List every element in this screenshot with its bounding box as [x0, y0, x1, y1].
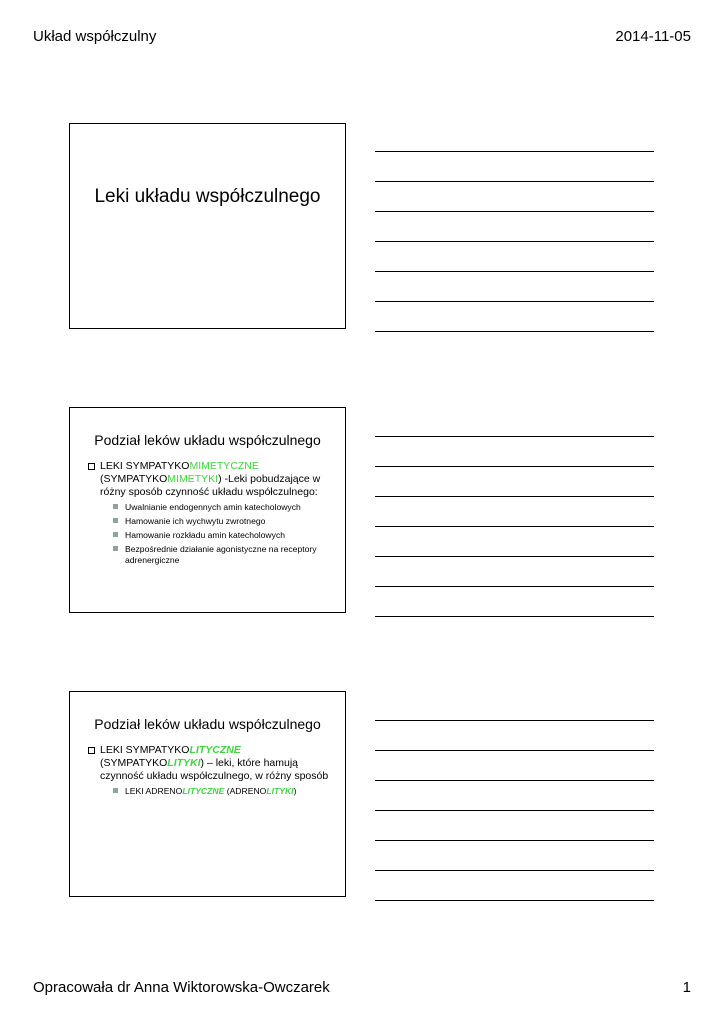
sub-bullet-text: LEKI ADRENO: [125, 786, 183, 796]
note-line: [375, 586, 654, 587]
page-number: 1: [682, 979, 691, 996]
note-line: [375, 331, 654, 332]
sub-bullet-item: Hamowanie rozkładu amin katecholowych: [112, 530, 329, 541]
slide-2: [69, 407, 346, 613]
bullet-highlight: LITYCZNE: [189, 744, 241, 756]
bullet-highlight: LITYKI: [167, 757, 201, 769]
note-line: [375, 211, 654, 212]
sub-bullet-item: Bezpośrednie działanie agonistyczne na receptory adrenergiczne: [112, 544, 329, 566]
bullet-item: [88, 460, 329, 566]
note-line: [375, 780, 654, 781]
sub-bullet-item: [112, 786, 329, 797]
note-line: [375, 556, 654, 557]
sub-bullet-text: (ADRENO: [224, 786, 267, 796]
header-date: 2014-11-05: [615, 28, 691, 45]
note-line: [375, 616, 654, 617]
footer-author: Opracowała dr Anna Wiktorowska-Owczarek: [33, 979, 330, 996]
slide-3-title: Podział leków układu współczulnego: [94, 716, 321, 732]
bullet-text: ) -Leki pobudzające w różny sposób czynność układu współczulnego:: [100, 473, 321, 498]
sub-bullet-highlight: LITYCZNE: [182, 786, 225, 796]
header-title: Układ współczulny: [33, 28, 157, 45]
bullet-text: LEKI SYMPATYKO: [100, 744, 190, 756]
note-line: [375, 151, 654, 152]
slide-3-bullets: [70, 744, 345, 797]
slide-2-title: Podział leków układu współczulnego: [94, 432, 321, 448]
slide-1: [69, 123, 346, 329]
note-line: [375, 466, 654, 467]
bullet-text: (SYMPATYKO: [100, 757, 168, 769]
note-line: [375, 870, 654, 871]
note-line: [375, 436, 654, 437]
slide-3: [69, 691, 346, 897]
note-line: [375, 526, 654, 527]
note-line: [375, 720, 654, 721]
sub-bullets: [100, 786, 329, 797]
slide-2-bullets: [70, 460, 345, 566]
note-line: [375, 840, 654, 841]
bullet-item: [88, 744, 329, 797]
note-line: [375, 900, 654, 901]
note-line: [375, 810, 654, 811]
bullet-highlight: MIMETYKI: [167, 473, 219, 485]
slide-1-title: Leki układu współczulnego: [94, 186, 321, 207]
note-line: [375, 181, 654, 182]
bullet-highlight: MIMETYCZNE: [189, 460, 259, 472]
note-line: [375, 271, 654, 272]
sub-bullet-text: ): [293, 786, 297, 796]
sub-bullets: [100, 502, 329, 566]
note-line: [375, 301, 654, 302]
bullet-text: ) – leki, które hamują czynność układu współczulnego, w różny sposób: [100, 757, 329, 782]
note-line: [375, 241, 654, 242]
sub-bullet-item: Hamowanie ich wychwytu zwrotnego: [112, 516, 329, 527]
sub-bullet-highlight: LITYKI: [266, 786, 294, 796]
note-line: [375, 496, 654, 497]
sub-bullet-item: Uwalnianie endogennych amin katecholowych: [112, 502, 329, 513]
bullet-text: LEKI SYMPATYKO: [100, 460, 190, 472]
note-line: [375, 750, 654, 751]
bullet-text: (SYMPATYKO: [100, 473, 168, 485]
